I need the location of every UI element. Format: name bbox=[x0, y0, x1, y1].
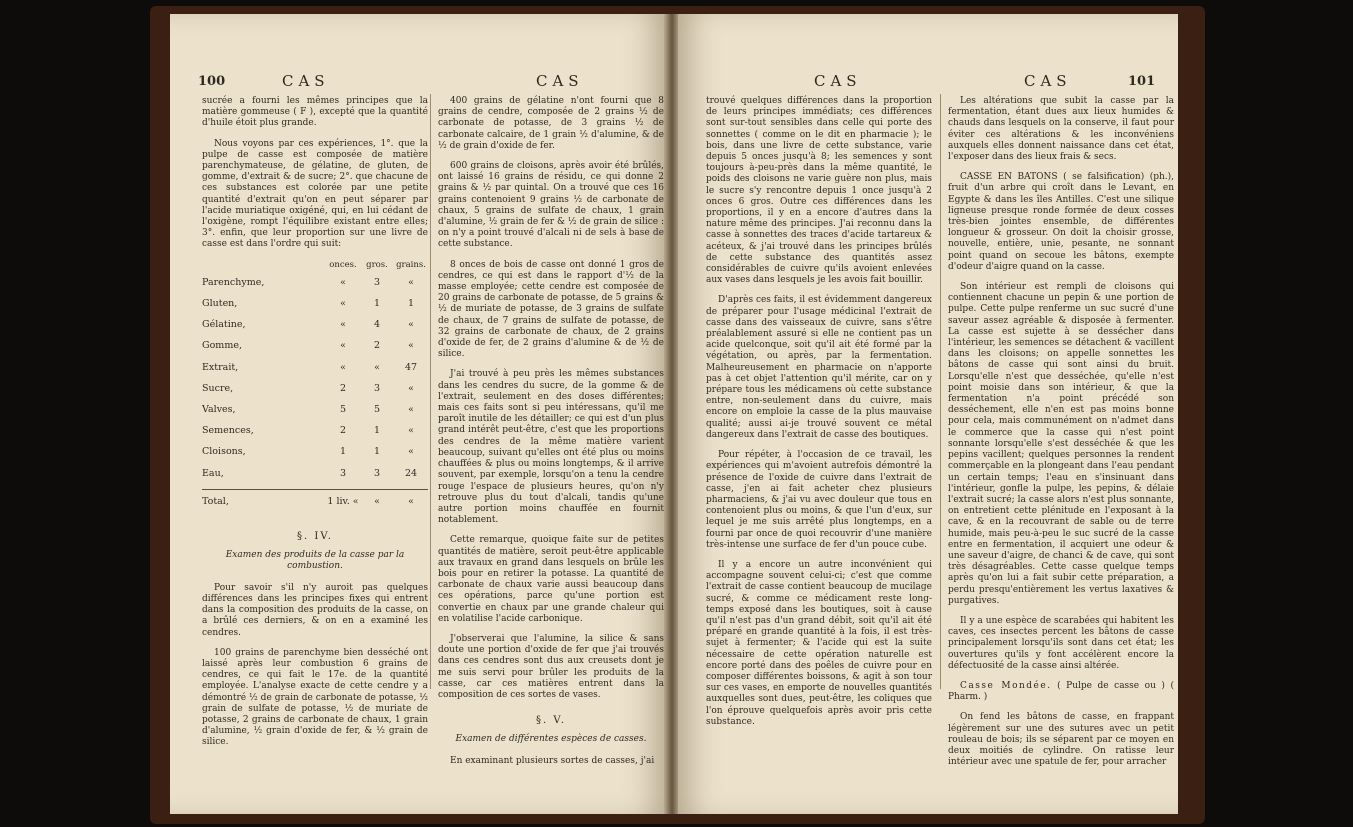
table-row bbox=[202, 277, 428, 298]
running-head: CAS bbox=[1024, 72, 1072, 90]
text-column bbox=[948, 96, 1174, 777]
row-label: Eau, bbox=[202, 467, 224, 479]
text-column bbox=[706, 96, 932, 737]
cell: 24 bbox=[404, 467, 418, 479]
cell: « bbox=[340, 361, 346, 373]
left-page bbox=[170, 14, 666, 814]
proportion-table bbox=[202, 260, 428, 517]
cell: « bbox=[408, 404, 414, 416]
cell: « bbox=[408, 340, 414, 352]
page-number: 100 bbox=[198, 74, 226, 89]
table-row bbox=[202, 362, 428, 383]
table-row bbox=[202, 446, 428, 467]
table-row bbox=[202, 468, 428, 490]
running-head: CAS bbox=[814, 72, 862, 90]
table-row bbox=[202, 383, 428, 404]
cell: « bbox=[408, 446, 414, 458]
paragraph: Nous voyons par ces expériences, 1°. que la pulpe de casse est composée de matière parenchymateuse, de gélatine, de gluten, de gomme, d'extrait & de sucre; 2°. que chacune de ces substances est colorée par une petite quantité d'extrait qu'on en peut séparer par l'acide muriatique oxigéné, qui, en lui cédant de l'oxigène, rompt l'équilibre existant entre elles; 3°. enfin, que leur proportion sur une livre de casse est dans l'ordre qui suit: bbox=[202, 138, 428, 250]
paragraph: J'observerai que l'alumine, la silice & sans doute une portion d'oxide de fer que j'ai trouvés dans ces cendres sont dus aux creusets dont je me suis servi pour brûler les produits de la casse, car ces matières entrent dans la composition de ces sortes de vases. bbox=[438, 633, 664, 700]
cell: « bbox=[408, 425, 414, 437]
cell: 1 bbox=[407, 298, 415, 310]
row-label: Sucre, bbox=[202, 382, 234, 394]
entry-heading: Casse Mondée. bbox=[960, 680, 1052, 691]
entry-gloss: ( Pulpe de casse ou ) ( Pharm. ) bbox=[948, 680, 1174, 703]
section-title: Examen de différentes espèces de casses. bbox=[455, 734, 647, 745]
cell: 3 bbox=[339, 467, 347, 479]
paragraph: 400 grains de gélatine n'ont fourni que 8 grains de cendre, composée de 2 grains ½ de carbonate de potasse, de 3 grains ½ de carbonate calcaire, de 1 grain ½ d'alumine, & de ½ de grain d'oxide de fer. bbox=[438, 96, 664, 151]
cell: 1 bbox=[373, 298, 381, 310]
column-divider bbox=[430, 94, 431, 689]
cell: « bbox=[374, 361, 380, 373]
table-row bbox=[202, 319, 428, 340]
row-label: Gomme, bbox=[202, 340, 242, 352]
cell: « bbox=[360, 489, 394, 517]
row-label: Gélatine, bbox=[202, 319, 246, 331]
cell: 5 bbox=[373, 404, 381, 416]
cell: « bbox=[394, 489, 428, 517]
text-column bbox=[438, 96, 664, 776]
paragraph: Il y a encore un autre inconvénient qui accompagne souvent celui-ci; c'est que comme l'extrait de casse contient beaucoup de mucilage sucré, & comme ce médicament reste long-temps exposé dans les boutiques, soit à cause qu'il n'est pas d'un grand débit, soit qu'il ait été préparé en grande quantité à la fois, il est très-sujet à fermenter; & l'acide qui est la suite nécessaire de cette opération naturelle est encore porté dans des poêles de cuivre pour en composer différentes boissons, & agit à son tour sur ces vases, en emporte de nouvelles quantités auxquelles sont dues, peut-être, les coliques que l'on éprouve quelquefois après avoir pris cette substance. bbox=[706, 559, 932, 727]
row-label: Semences, bbox=[202, 425, 254, 437]
table-row bbox=[202, 340, 428, 361]
cell: 2 bbox=[339, 425, 347, 437]
right-page bbox=[678, 14, 1178, 814]
cell: 1 liv. « bbox=[326, 489, 360, 517]
paragraph: 100 grains de parenchyme bien desséché ont laissé après leur combustion 6 grains de cendres, ce qui fait le 17e. de la quantité employée. L'analyse exacte de cette cendre y a démontré ½ de grain de carbonate de potasse, ½ grain de sulfate de potasse, ½ de muriate de potasse, 2 grains de carbonate de chaux, 1 grain d'alumine, ½ grain d'oxide de fer, & ½ grain de silice. bbox=[202, 647, 428, 748]
cell: 4 bbox=[373, 319, 381, 331]
column-divider bbox=[940, 94, 941, 689]
paragraph: 600 grains de cloisons, après avoir été brûlés, ont laissé 16 grains de résidu, ce qui donne 2 grains & ½ par quintal. On a trouvé que ces 16 grains contenoient 9 grains ½ de carbonate de chaux, 5 grains de sulfate de chaux, 1 grain d'alumine, ½ grain de fer & ½ de grain de silice : on n'y a point trouvé d'alcali ni de sels à base de cette substance. bbox=[438, 161, 664, 250]
cell: 2 bbox=[373, 340, 381, 352]
cell: 1 bbox=[339, 446, 347, 458]
cell: 1 bbox=[373, 425, 381, 437]
running-head: CAS bbox=[536, 72, 584, 90]
cell: 1 bbox=[373, 446, 381, 458]
paragraph: trouvé quelques différences dans la proportion de leurs principes immédiats; ces différences sont sur-tout sensibles dans celle qui porte des sonnettes ( comme on le dit en pharmacie ); le bois, dans une livre de cette substance, varie depuis 5 onces jusqu'à 8; les semences y sont toujours à-peu-près dans la même quantité, le poids des cloisons ne varie guère non plus, mais le sucre s'y rencontre depuis 1 once jusqu'à 2 onces 6 gros. Outre ces différences dans les proportions, il y en a encore d'autres dans la nature même des principes. J'ai reconnu dans la casse à sonnettes des traces d'acide tartareux & acéteux, & j'ai trouvé dans les principes brûlés de cette substance des quantités assez considérables de cuivre qu'ils avoient enlevées aux vases dans lesquels je les avois fait bouillir. bbox=[706, 96, 932, 286]
row-label: Gluten, bbox=[202, 298, 238, 310]
paragraph: 8 onces de bois de casse ont donné 1 gros de cendres, ce qui est dans le rapport d'½ de la masse employée; cette cendre est composée de 20 grains de carbonate de potasse, de 5 grains & ½ de muriate de potasse, de 3 grains de sulfate de chaux, de 7 grains de sulfate de potasse, de 32 grains de carbonate de chaux, de 2 grains d'oxide de fer, de 2 grains d'alumine & de ½ de silice. bbox=[438, 259, 664, 360]
column-header: grains. bbox=[396, 259, 426, 270]
cell: « bbox=[340, 340, 346, 352]
paragraph: Les altérations que subit la casse par la fermentation, étant dues aux lieux humides & chauds dans lesquels on la conserve, il faut pour éviter ces altérations & les inconvéniens auxquels elles donnent naissance dans cet état, l'exposer dans des lieux frais & secs. bbox=[948, 96, 1174, 163]
row-label: Total, bbox=[202, 489, 326, 517]
cell: « bbox=[340, 298, 346, 310]
column-header: gros. bbox=[366, 259, 388, 270]
row-label: Cloisons, bbox=[202, 446, 246, 458]
table-row bbox=[202, 425, 428, 446]
row-label: Parenchyme, bbox=[202, 276, 265, 288]
paragraph: Son intérieur est rempli de cloisons qui contiennent chacune un pepin & une portion de pulpe. Cette pulpe renferme un suc sucré d'une saveur assez agréable & disposée à fermenter. La casse est sujette à se dessécher dans l'intérieur, les semences se détachent & vacillent dans les cloisons; on appelle sonnettes les bâtons de casse qui sont ainsi du bruit. Lorsqu'elle n'est que desséchée, qu'elle n'est point moisie dans son intérieur, & que la fermentation n'a point précédé son desséchement, elle n'en est pas moins bonne pour cela, mais communément on n'admet dans le commerce que la casse qui n'est point sonnante lorsqu'elle s'est desséchée & que les pepins vacillent; quelques personnes la rendent commerçable en la plongeant dans l'eau pendant un certain temps; l'eau en s'insinuant dans l'intérieur, gonfle la pulpe, les pepins, & délaie l'extrait sucré; la casse alors n'est plus sonnante, on entretient cette plénitude en l'exposant à la cave, & en la recouvrant de sable ou de terre humide, mais peu-à-peu le suc sucré de la casse entre en fermentation, il acquiert une odeur & une saveur d'aigre, de chanci & de cave, qui sont très désagréables. Cette casse quelque temps après qu'on lui a fait subir cette préparation, a perdu presqu'entièrement les vertus laxatives & purgatives. bbox=[948, 282, 1174, 606]
cell: 3 bbox=[373, 467, 381, 479]
row-label: Extrait, bbox=[202, 361, 239, 373]
cell: « bbox=[408, 319, 414, 331]
cell: 47 bbox=[404, 361, 418, 373]
table-row bbox=[202, 298, 428, 319]
column-header: onces. bbox=[329, 259, 357, 270]
paragraph bbox=[948, 681, 1174, 703]
section-heading: §. IV. bbox=[297, 531, 333, 543]
paragraph: sucrée a fourni les mêmes principes que la matière gommeuse ( F ), excepté que la quantité d'huile étoit plus grande. bbox=[202, 96, 428, 129]
paragraph: J'ai trouvé à peu près les mêmes substances dans les cendres du sucre, de la gomme & de l'extrait, seulement en des doses différentes; mais ces faits sont si peu intéressans, qu'il me paroît inutile de les détailler; ce qui est d'un plus grand intérêt peut-être, c'est que les proportions des cendres de la même matière varient beaucoup, suivant qu'elles ont été plus ou moins chauffées & plus ou moins longtemps, & il arrive souvent, par exemple, lorsqu'on a tenu la cendre rouge l'espace de plusieurs heures, qu'on n'y retrouve plus du tout d'alcali, tandis qu'une autre portion moins chauffée en fournit notablement. bbox=[438, 369, 664, 526]
paragraph: Pour répéter, à l'occasion de ce travail, les expériences qui m'avoient autrefois démontré la présence de l'oxide de cuivre dans l'extrait de casse, j'en ai fait acheter chez plusieurs pharmaciens, & j'ai vu avec douleur que tous en contenoient plus ou moins, & que l'un d'eux, sur lequel je me suis arrêté plus longtemps, en a fourni par once de quoi recouvrir d'une manière très-intense une surface de fer d'un pouce cube. bbox=[706, 450, 932, 550]
cell: 5 bbox=[339, 404, 347, 416]
cell: « bbox=[408, 382, 414, 394]
total-row bbox=[202, 489, 428, 517]
row-label: Valves, bbox=[202, 404, 236, 416]
paragraph: CASSE EN BATONS ( se falsification) (ph.), fruit d'un arbre qui croît dans le Levant, en Egypte & dans les îles Antilles. C'est une silique ligneuse presque ronde formée de deux cosses très-bien jointes ensemble, de différentes longueur & grosseur. On doit la choisir grosse, nouvelle, entière, unie, pesante, ne sonnant point quand on secoue les bâtons, exempte d'odeur d'aigre quand on la casse. bbox=[948, 172, 1174, 272]
paragraph: Cette remarque, quoique faite sur de petites quantités de matière, seroit peut-être applicable aux travaux en grand dans lesquels on brûle les bois pour en retirer la potasse. La quantité de carbonate de chaux varie aussi beaucoup dans ces opérations, parce qu'une portion est convertie en chaux par une grande chaleur qui en volatilise l'acide carbonique. bbox=[438, 535, 664, 624]
running-head: CAS bbox=[282, 72, 330, 90]
paragraph: D'après ces faits, il est évidemment dangereux de préparer pour l'usage médicinal l'extrait de casse dans des vaisseaux de cuivre, sans s'être préalablement assuré si elle ne contient pas un acide quelconque, soit qu'il ait été formé par la végétation, ou après, par la fermentation. Malheureusement en pharmacie on n'apporte pas à cet objet l'attention qu'il mérite, car on y prépare tous les médicamens où cette substance entre, non-seulement dans du cuivre, mais encore on emploie la casse de la plus mauvaise qualité; aussi ai-je trouvé souvent ce métal dangereux dans l'extrait de casse des boutiques. bbox=[706, 295, 932, 440]
cell: 3 bbox=[373, 382, 381, 394]
cell: 3 bbox=[373, 276, 381, 288]
paragraph: Pour savoir s'il n'y auroit pas quelques différences dans les principes fixes qui entrent dans la composition des produits de la casse, on a brûlé ces derniers, & on en a examiné les cendres. bbox=[202, 582, 428, 638]
text-column bbox=[202, 96, 428, 758]
section-heading: §. V. bbox=[535, 715, 566, 727]
cell: « bbox=[408, 276, 414, 288]
table-row bbox=[202, 404, 428, 425]
page-number: 101 bbox=[1128, 74, 1156, 89]
cell: « bbox=[340, 276, 346, 288]
section-title: Examen des produits de la casse par la combustion. bbox=[225, 550, 405, 572]
paragraph: En examinant plusieurs sortes de casses, j'ai bbox=[450, 755, 655, 766]
cell: « bbox=[340, 319, 346, 331]
cell: 2 bbox=[339, 382, 347, 394]
paragraph: On fend les bâtons de casse, en frappant légèrement sur une des sutures avec un petit rouleau de bois; ils se séparent par ce moyen en deux moitiés de cylindre. On ratisse leur intérieur avec une spatule de fer, pour arracher bbox=[948, 712, 1174, 768]
paragraph: Il y a une espèce de scarabées qui habitent les caves, ces insectes percent les bâtons de casse principalement lorsqu'ils sont dans cet état; les ouvertures qu'ils y font accélèrent encore la défectuosité de la casse ainsi altérée. bbox=[948, 615, 1174, 671]
